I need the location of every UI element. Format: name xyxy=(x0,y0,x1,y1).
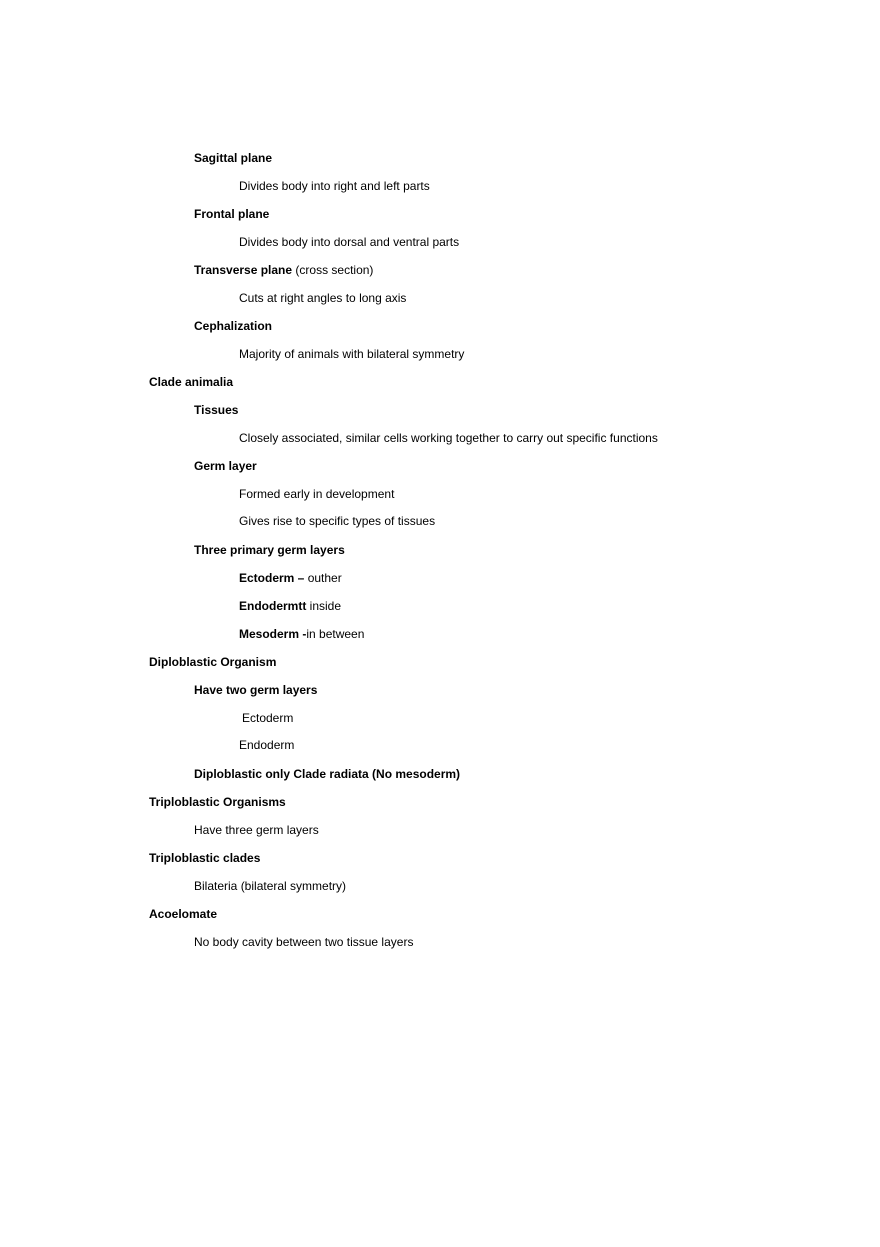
body-line xyxy=(239,235,459,249)
text: Ectoderm xyxy=(242,711,294,725)
heading-frontal-plane xyxy=(194,207,269,221)
text: No body cavity between two tissue layers xyxy=(194,935,414,949)
bold-text: Three primary germ layers xyxy=(194,543,345,557)
text: Endoderm xyxy=(239,738,295,752)
bold-text: Sagittal plane xyxy=(194,151,273,165)
text: Bilateria (bilateral symmetry) xyxy=(194,879,347,893)
heading-germ-layer xyxy=(194,459,257,473)
body-line xyxy=(239,627,364,641)
text: Cuts at right angles to long axis xyxy=(239,291,407,305)
bold-text: Have two germ layers xyxy=(194,683,318,697)
bold-text: Triploblastic clades xyxy=(149,851,261,865)
body-line xyxy=(239,514,435,528)
body-line xyxy=(239,738,294,752)
body-line xyxy=(239,291,406,305)
text: (cross section) xyxy=(292,263,374,277)
text: outher xyxy=(304,571,342,585)
text: in between xyxy=(306,627,365,641)
heading-acoelomate xyxy=(149,907,217,921)
heading-two-germ-layers xyxy=(194,683,317,697)
body-line xyxy=(194,935,413,949)
text: Formed early in development xyxy=(239,487,395,501)
body-line xyxy=(194,879,346,893)
bold-text: Transverse plane xyxy=(194,263,293,277)
heading-diploblastic-organism xyxy=(149,655,276,669)
bold-text: Mesoderm - xyxy=(239,627,307,641)
bold-text: Cephalization xyxy=(194,319,273,333)
bold-text: Germ layer xyxy=(194,459,257,473)
heading-triploblastic-organisms xyxy=(149,795,286,809)
bold-text: Tissues xyxy=(194,403,239,417)
text: Gives rise to specific types of tissues xyxy=(239,514,436,528)
heading-clade-animalia xyxy=(149,375,233,389)
body-line xyxy=(239,487,394,501)
bold-text: Ectoderm – xyxy=(239,571,305,585)
bold-text: Diploblastic Organism xyxy=(149,655,277,669)
body-line xyxy=(239,571,342,585)
bold-text: Acoelomate xyxy=(149,907,218,921)
body-line xyxy=(239,431,658,445)
body-line xyxy=(194,823,319,837)
text: Have three germ layers xyxy=(194,823,319,837)
text: Divides body into right and left parts xyxy=(239,179,430,193)
heading-tissues xyxy=(194,403,238,417)
body-line xyxy=(242,711,293,725)
bold-text: Triploblastic Organisms xyxy=(149,795,286,809)
heading-three-germ-layers xyxy=(194,543,345,557)
heading-transverse-plane xyxy=(194,263,373,277)
bold-text: Endodermtt xyxy=(239,599,307,613)
text: inside xyxy=(306,599,342,613)
text: Closely associated, similar cells working together to carry out specific functions xyxy=(239,431,658,445)
bold-text: Frontal plane xyxy=(194,207,270,221)
bold-text: Clade animalia xyxy=(149,375,234,389)
heading-triploblastic-clades xyxy=(149,851,260,865)
text: Divides body into dorsal and ventral parts xyxy=(239,235,460,249)
body-line xyxy=(239,179,430,193)
body-line xyxy=(239,599,341,613)
bold-text: Diploblastic only Clade radiata (No mesoderm) xyxy=(194,767,461,781)
heading-cephalization xyxy=(194,319,272,333)
heading-diploblastic-radiata xyxy=(194,767,460,781)
text: Majority of animals with bilateral symmetry xyxy=(239,347,465,361)
body-line xyxy=(239,347,464,361)
heading-sagittal-plane xyxy=(194,151,272,165)
